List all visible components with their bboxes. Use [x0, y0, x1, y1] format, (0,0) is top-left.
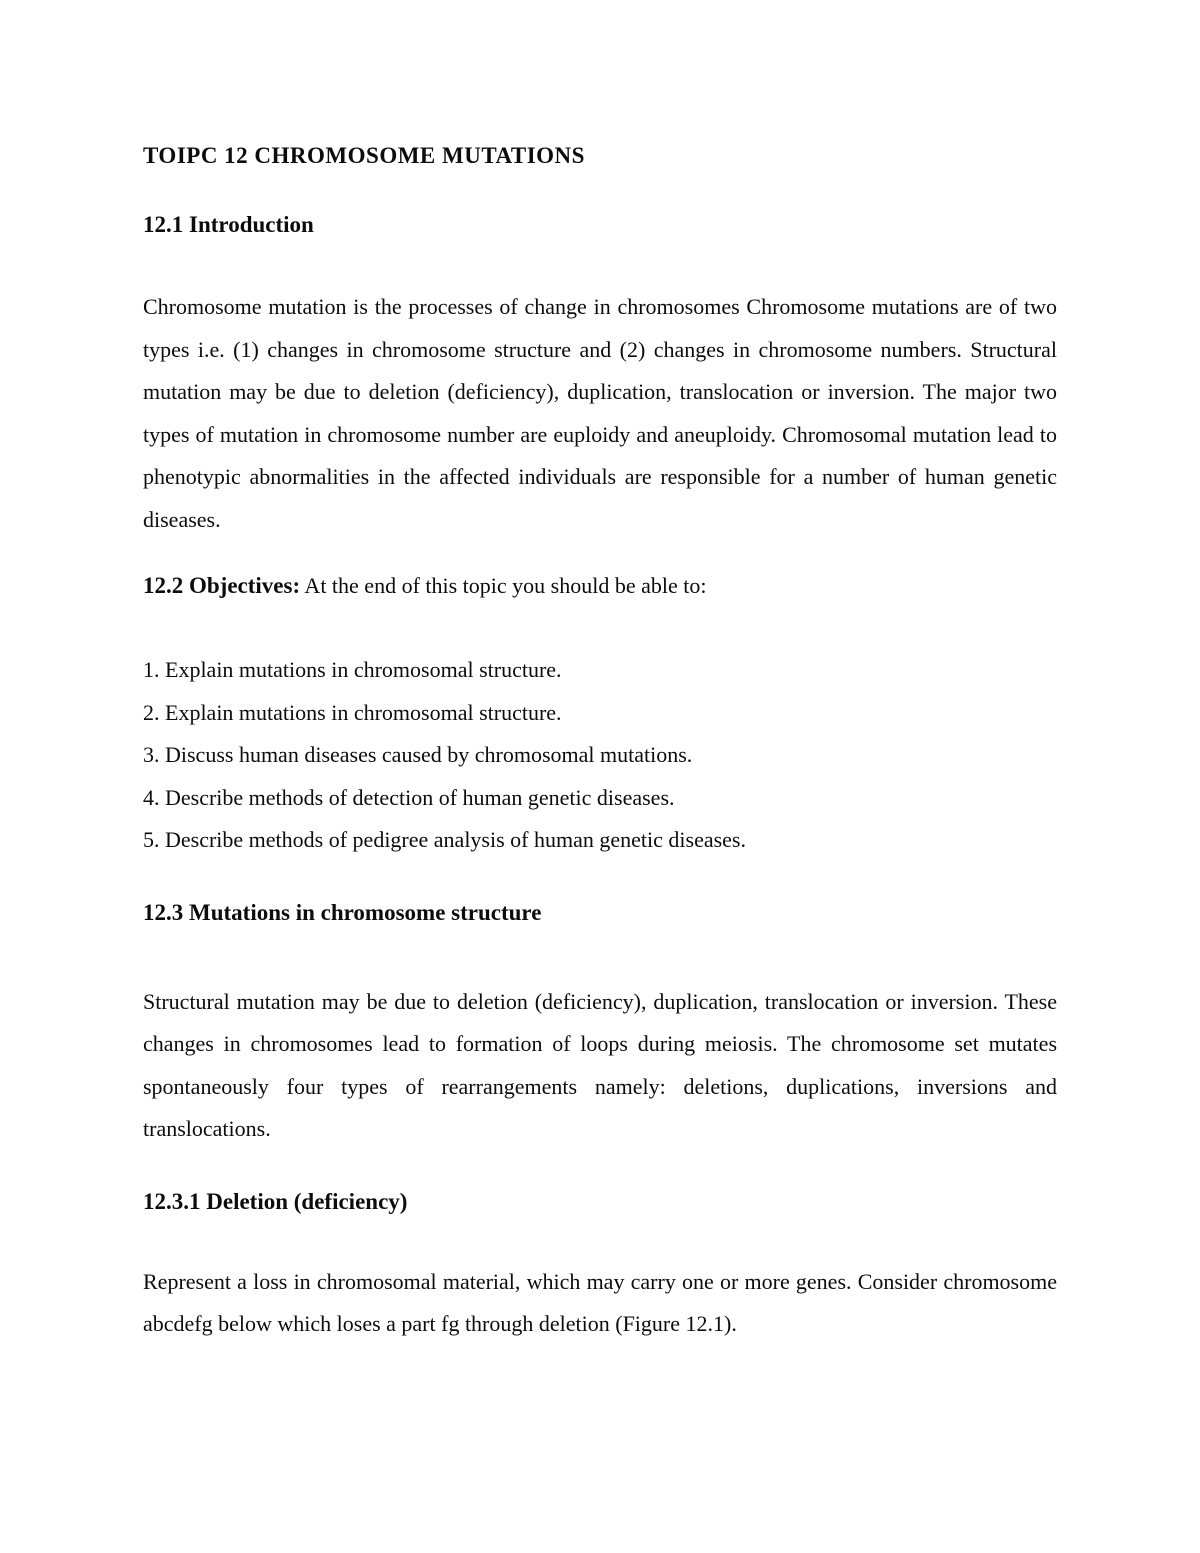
- document-title: TOIPC 12 CHROMOSOME MUTATIONS: [143, 143, 585, 168]
- objectives-heading-bold: 12.2 Objectives:: [143, 573, 301, 598]
- introduction-paragraph: Chromosome mutation is the processes of change in chromosomes Chromosome mutations are of two types i.e. (1) changes in chromosome structure and (2) changes in chromosome numbers. Structural mutation may be due to deletion (deficiency), duplication, translocation or inversion. The major two types of mutation in chromosome number are euploidy and aneuploidy. Chromosomal mutation lead to phenotypic abnormalities in the affected individuals are responsible for a number of human genetic diseases.: [143, 294, 1057, 532]
- objective-item-1: 1. Explain mutations in chromosomal structure.: [143, 657, 562, 682]
- objective-item-4: 4. Describe methods of detection of human genetic diseases.: [143, 784, 675, 810]
- section-heading-objectives: [143, 571, 1057, 601]
- objective-item-2: 2. Explain mutations in chromosomal structure.: [143, 699, 562, 725]
- structure-paragraph: Structural mutation may be due to deletion (deficiency), duplication, translocation or inversion. These changes in chromosomes lead to formation of loops during meiosis. The chromosome set mutates spontaneously four types of rearrangements namely: deletions, duplications, inversions and translocations.: [143, 988, 1057, 1141]
- objective-item-3: 3. Discuss human diseases caused by chromosomal mutations.: [143, 742, 693, 767]
- objectives-heading-rest: At the end of this topic you should be able to:: [300, 573, 707, 598]
- section-heading-introduction: 12.1 Introduction: [143, 212, 314, 237]
- objective-item-5: 5. Describe methods of pedigree analysis of human genetic diseases.: [143, 827, 746, 852]
- section-heading-deletion: 12.3.1 Deletion (deficiency): [143, 1188, 408, 1214]
- objectives-list: [143, 649, 1057, 862]
- deletion-paragraph: Represent a loss in chromosomal material, which may carry one or more genes. Consider chromosome abcdefg below which loses a part fg through deletion (Figure 12.1).: [143, 1268, 1057, 1336]
- section-heading-mutations-structure: 12.3 Mutations in chromosome structure: [143, 899, 542, 925]
